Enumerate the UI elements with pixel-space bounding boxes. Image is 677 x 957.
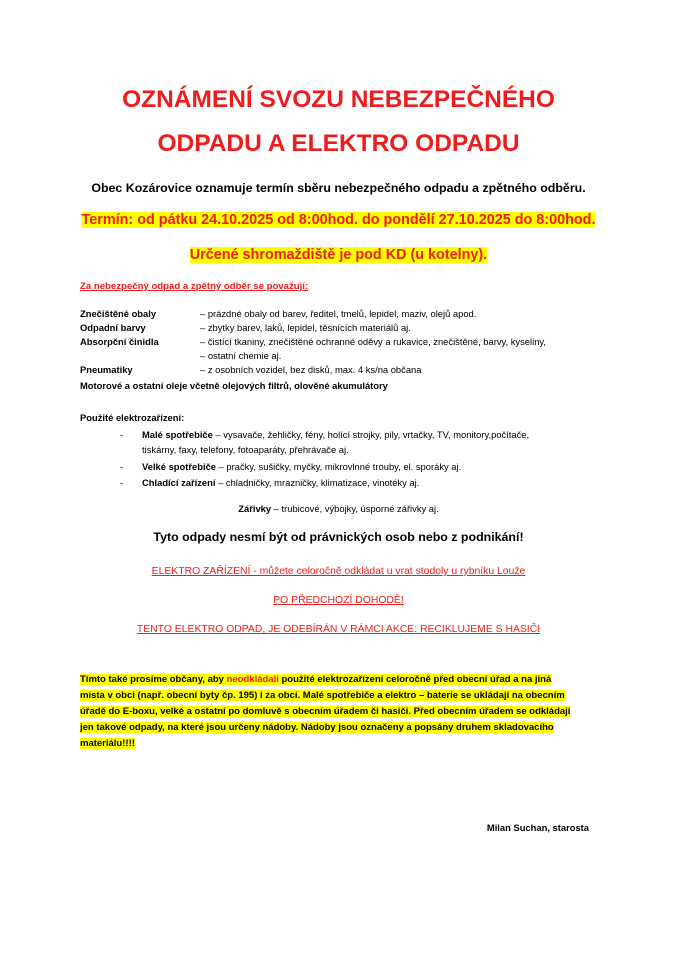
- page-title-line1: OZNÁMENÍ SVOZU NEBEZPEČNÉHO: [122, 86, 555, 113]
- notice-text: použité elektrozařízení celoročně před obecní úřad a na jiná: [278, 674, 552, 685]
- notice-line: [80, 688, 600, 704]
- bullet-line2: tiskárny, faxy, telefony, fotoaparáty, přehrávače aj.: [142, 444, 349, 455]
- oils-line: Motorové a ostatní oleje včetně olejových filtrů, olověné akumulátory: [80, 380, 388, 391]
- bullet-line1: – vysavače, žehličky, fény, holící strojky, pily, vrtačky, TV, monitory,počítače,: [212, 429, 530, 440]
- intro-text: Obec Kozárovice oznamuje termín sběru nebezpečného odpadu a zpětného odběru.: [91, 181, 586, 195]
- bulbs-desc: – trubicové, výbojky, úsporné zářivky aj.: [271, 503, 439, 514]
- hazard-desc: – prázdné obaly od barev, ředitel, tmelů, lepidel, maziv, olejů apod.: [200, 308, 477, 319]
- deadline-text: Termín: od pátku 24.10.2025 od 8:00hod. do pondělí 27.10.2025 do 8:00hod.: [81, 212, 596, 228]
- bulbs-line: [0, 503, 677, 514]
- warning-text: Tyto odpady nesmí být od právnických osob nebo z podnikání!: [153, 530, 524, 544]
- bullet-line1: – pračky, sušičky, myčky, mikrovlnné trouby, el. sporáky aj.: [216, 461, 462, 472]
- notice-text: místa v obci (např. obecní byty čp. 195) i za obcí. Malé spotřebiče a elektro – baterie se ukládají na obecním: [80, 690, 565, 701]
- hazard-label: Absorpční činidla: [80, 336, 159, 347]
- notice-text: jen takové odpady, na které jsou určeny nádoby. Nádoby jsou označeny a popsány druhem skladovacího: [80, 722, 554, 733]
- notice-text: úřadě do E-boxu, velké a ostatní po domluvě s obecním úřadem či hasiči. Před obecním úřadem se odkládají: [80, 706, 571, 717]
- hazardous-heading: Za nebezpečný odpad a zpětný odběr se považují:: [80, 281, 309, 292]
- bullet-dash: -: [120, 477, 124, 488]
- hazard-desc: – z osobních vozidel, bez disků, max. 4 ks/na občana: [200, 364, 422, 375]
- notice-emphasis: neodkládali: [226, 674, 279, 685]
- hazard-label: Pneumatiky: [80, 364, 133, 375]
- notice-line: [80, 720, 600, 736]
- bullet-text: [142, 427, 602, 457]
- bullet-text: [142, 475, 602, 490]
- red-note-block: [0, 590, 677, 608]
- page-title-line2: ODPADU A ELEKTRO ODPADU: [157, 130, 520, 157]
- hazard-label: Znečištěné obaly: [80, 308, 157, 319]
- electro-heading: Použité elektrozařízení:: [80, 412, 185, 423]
- hazard-desc: – čistící tkaniny, znečištěné ochranné oděvy a rukavice, znečištěné, barvy, kyseliny,: [200, 336, 546, 347]
- hazard-desc: – ostatní chemie aj.: [200, 350, 282, 361]
- notice-text: materiálu!!!!: [80, 738, 135, 749]
- red-note-block: [0, 619, 677, 637]
- bulbs-label: Zářivky: [238, 503, 272, 514]
- hazard-label: Odpadní barvy: [80, 322, 146, 333]
- bullet-line1: – chladničky, mrazničky, klimatizace, vinotéky aj.: [215, 477, 420, 488]
- red-note-block: [0, 561, 677, 579]
- hazard-desc: – zbytky barev, laků, lepidel, těsnících materiálů aj.: [200, 322, 411, 333]
- notice-line: [80, 704, 600, 720]
- red-note: ELEKTRO ZAŘÍZENÍ - můžete celoročně odkládat u vrat stodoly u rybníku Louže: [151, 566, 526, 577]
- bullet-dash: -: [120, 429, 124, 440]
- bullet-text: [142, 459, 602, 474]
- location-block: [0, 246, 677, 264]
- location-text: Určené shromaždiště je pod KD (u kotelny).: [189, 247, 488, 263]
- signature: Milan Suchan, starosta: [486, 822, 589, 833]
- bullet-label: Chladící zařízení: [142, 477, 216, 488]
- bullet-label: Velké spotřebiče: [142, 461, 216, 472]
- red-note: PO PŘEDCHOZÍ DOHODĚ!: [273, 595, 404, 606]
- bullet-label: Malé spotřebiče: [142, 429, 213, 440]
- notice-line: [80, 672, 600, 688]
- deadline-block: [0, 211, 677, 229]
- notice-text: Tímto také prosíme občany, aby: [80, 674, 227, 685]
- notice-line: [80, 736, 600, 752]
- bullet-dash: -: [120, 461, 124, 472]
- red-note: TENTO ELEKTRO ODPAD, JE ODEBÍRÁN V RÁMCI AKCE: RECIKLUJEME S HASIČI: [136, 624, 541, 635]
- notice-paragraph: [80, 672, 600, 752]
